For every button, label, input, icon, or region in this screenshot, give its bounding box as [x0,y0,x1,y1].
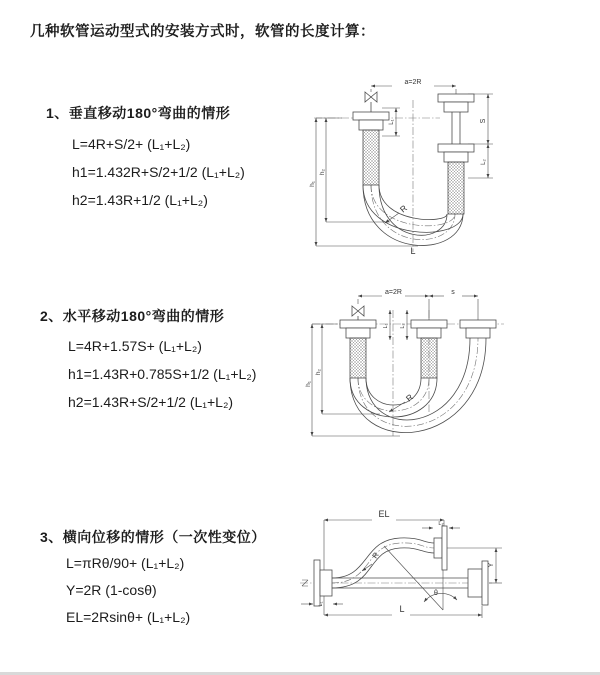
length-label: L [410,246,416,256]
dim-label-l2: L₂ [481,159,487,165]
dim-label-l1: L₁ [383,323,389,329]
formula-line: EL=2Rsinθ+ (L₁+L₂) [66,609,191,625]
dimension-lines [312,296,478,436]
dim-label-l1: L₁ [318,601,324,607]
section-2-formulas [68,332,256,416]
braided-hose-section [363,130,379,185]
dim-label-el: EL [378,509,390,519]
dim-label-s: s [451,289,455,296]
theta-label: θ [434,590,438,597]
diagram-1-vertical-u-bend [306,74,556,256]
page-title: 几种软管运动型式的安装方式时，软管的长度计算： [30,24,375,40]
dim-label-l2: L₂ [438,521,444,527]
dim-label-h1: h₁ [305,381,312,387]
pipe-fittings [340,306,496,378]
left-flange [314,560,320,606]
braided-hose-section [448,162,464,214]
length-label: L [399,604,405,614]
hose-curves [350,338,486,433]
section-2-heading: 2、水平移动180°弯曲的情形 [40,308,225,324]
upper-flange [442,526,447,570]
section-1-formulas [72,130,245,214]
formula-line: Y=2R (1-cosθ) [66,582,157,598]
radius-label: R [403,391,415,404]
section-1-heading: 1、垂直移动180°弯曲的情形 [46,105,231,121]
formula-line: h1=1.432R+S/2+1/2 (L₁+L₂) [72,164,245,180]
dim-label-l2: L₂ [400,323,406,329]
formula-line: L=4R+S/2+ (L₁+L₂) [72,136,191,152]
pipe-fittings [353,92,474,214]
diagram-2-horizontal-u-bend [304,284,554,452]
formula-line: h1=1.43R+0.785S+1/2 (L₁+L₂) [68,366,257,382]
formula-line: h2=1.43R+S/2+1/2 (L₁+L₂) [68,394,234,410]
dim-label-y: Y [488,562,495,568]
formula-line: L=4R+1.57S+ (L₁+L₂) [68,338,202,354]
valve-icon [352,306,364,316]
dim-label-l1: L₁ [389,119,395,125]
formula-line: L=πRθ/90+ (L₁+L₂) [66,555,185,571]
valve-icon [365,92,377,102]
radius-label: R [370,550,381,561]
dim-label-h2: h₂ [319,168,326,176]
dim-label-a2r: a=2R [385,289,402,296]
dim-label-h1: h₁ [309,181,316,187]
braided-hose-section [421,338,437,378]
section-3-formulas [66,550,190,631]
dim-label-s: S [480,118,487,124]
diagram-3-lateral-displacement [296,498,596,648]
braided-hose-section [350,338,366,378]
hose-curves [332,538,434,588]
section-3-heading: 3、横向位移的情形（一次性变位） [40,529,266,545]
dim-label-h2: h₂ [315,368,322,376]
formula-line: h2=1.43R+1/2 (L₁+L₂) [72,192,208,208]
radius-label: R [397,202,409,215]
diagram-3-labels [318,509,495,614]
dim-label-a2r: a=2R [404,79,422,86]
